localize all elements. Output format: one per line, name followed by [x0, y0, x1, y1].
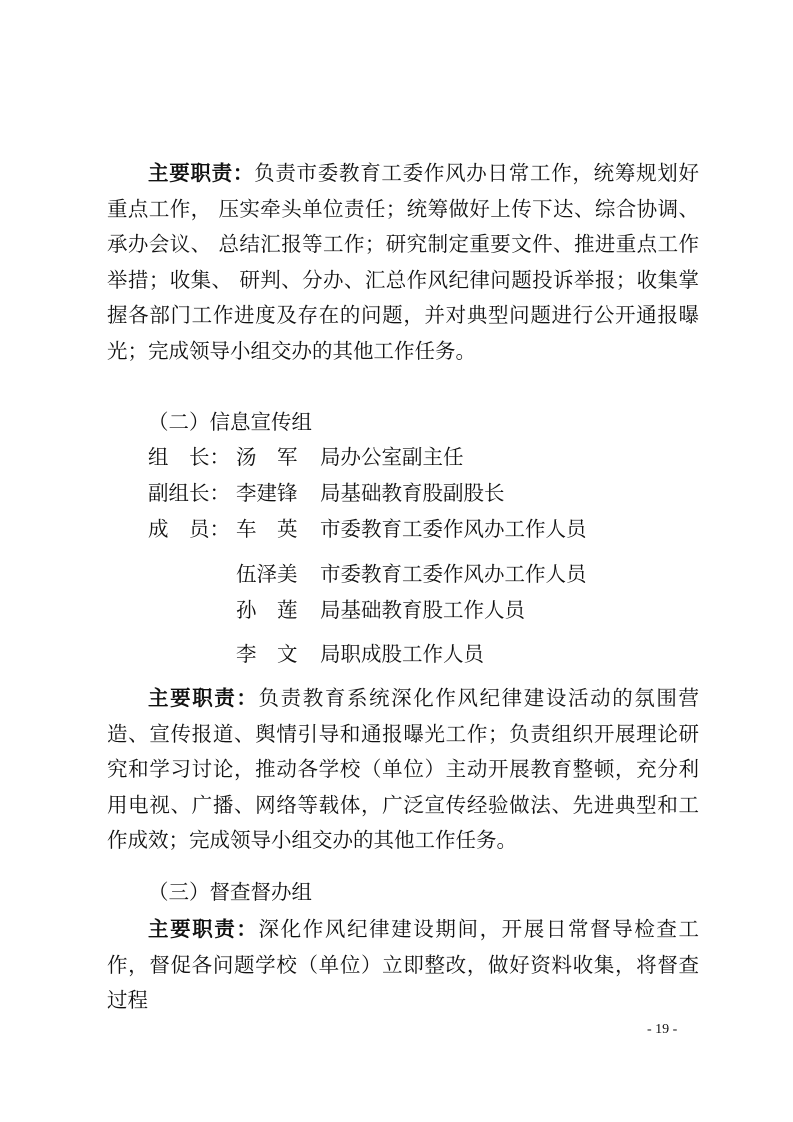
- member-title: 市委教育工委作风办工作人员: [320, 517, 587, 541]
- page-number: - 19 -: [647, 1022, 678, 1037]
- member-name: 孙 莲: [236, 598, 298, 622]
- section2-duty-paragraph: [107, 681, 699, 859]
- member-name: 车 英: [236, 517, 298, 541]
- duty-label: 主要职责：: [148, 161, 255, 185]
- section2-heading: （二）信息宣传组: [148, 410, 312, 434]
- duty-label: 主要职责：: [148, 686, 259, 710]
- member-title: 局职成股工作人员: [320, 642, 484, 666]
- members-role: 成 员：: [148, 517, 230, 541]
- duty-text: 负责教育系统深化作风纪律建设活动的氛围营造、宣传报道、舆情引导和通报曝光工作；负责组织开展理论研究和学习讨论，推动各学校（单位）主动开展教育整顿，充分利用电视、广播、网络等载体，广泛宣传经验做法、先进典型和工作成效；完成领导小组交办的其他工作任务。: [107, 686, 700, 853]
- leader-name: 汤 军: [236, 445, 298, 469]
- deputy-line: [148, 479, 505, 507]
- member-title: 局基础教育股工作人员: [320, 598, 525, 622]
- member-name: 李 文: [236, 642, 298, 666]
- member-title: 市委教育工委作风办工作人员: [320, 562, 587, 586]
- deputy-name: 李建锋: [236, 481, 298, 505]
- duty-label: 主要职责：: [148, 917, 259, 941]
- leader-line: [148, 443, 464, 471]
- section1-duty-paragraph: [107, 156, 699, 370]
- member-line: [236, 640, 484, 668]
- section3-duty-paragraph: [107, 912, 699, 1019]
- leader-title: 局办公室副主任: [320, 445, 464, 469]
- member-name: 伍泽美: [236, 562, 298, 586]
- section3-heading: （三）督查督办组: [148, 880, 312, 904]
- member-line: [236, 560, 587, 588]
- member-line: [148, 515, 587, 543]
- deputy-title: 局基础教育股副股长: [320, 481, 505, 505]
- deputy-role: 副组长：: [148, 481, 230, 505]
- duty-text: 深化作风纪律建设期间，开展日常督导检查工作，督促各问题学校（单位）立即整改，做好资料收集，将督查过程: [107, 917, 700, 1013]
- duty-text: 负责市委教育工委作风办日常工作，统筹规划好重点工作， 压实牵头单位责任；统筹做好上传下达、综合协调、承办会议、 总结汇报等工作；研究制定重要文件、推进重点工作举措；收集、 研判、分办、汇总作风纪律问题投诉举报；收集掌握各部门工作进度及存在的问题，并对典型问题进行公开通报曝光；完成领导小组交办的其他工作任务。: [107, 161, 700, 363]
- member-line: [236, 596, 525, 624]
- leader-role: 组 长：: [148, 445, 230, 469]
